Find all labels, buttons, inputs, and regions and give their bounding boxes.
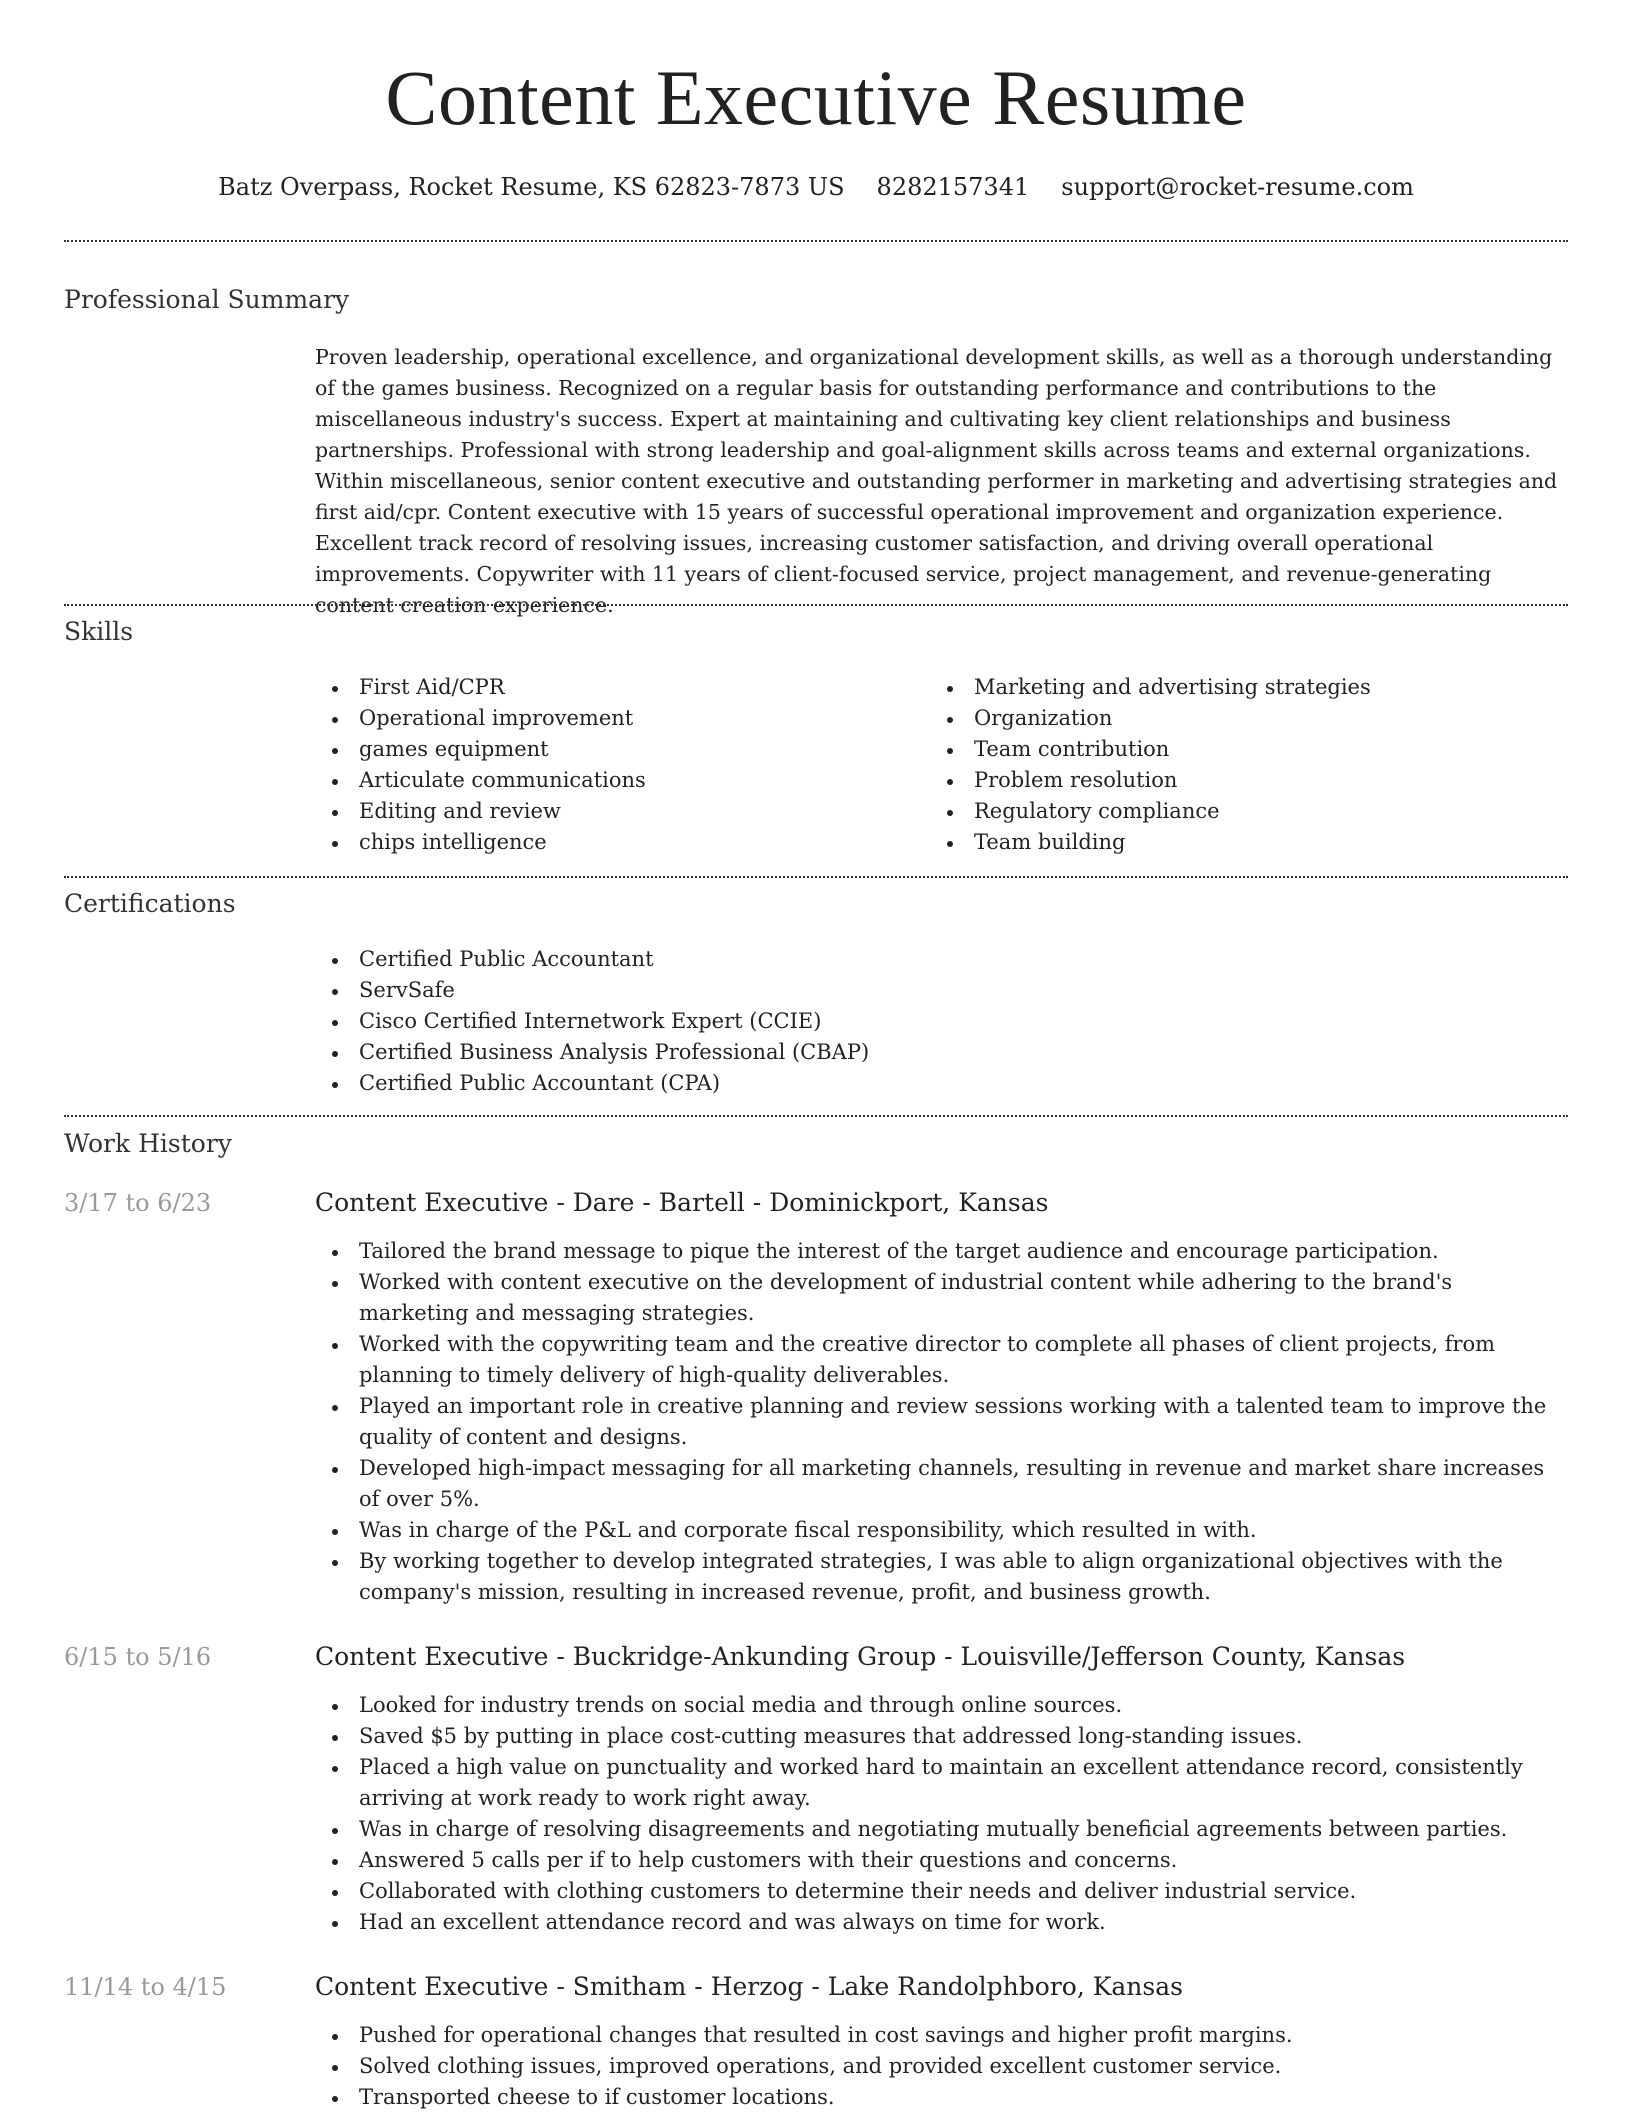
list-item: Operational improvement	[315, 703, 915, 734]
list-item: Answered 5 calls per if to help customers with their questions and concerns.	[315, 1845, 1568, 1876]
section-heading-work-history: Work History	[64, 1129, 232, 1158]
list-item: Marketing and advertising strategies	[930, 672, 1550, 703]
list-item: Editing and review	[315, 796, 915, 827]
list-item: Team contribution	[930, 734, 1550, 765]
list-item: Problem resolution	[930, 765, 1550, 796]
list-item: ServSafe	[315, 975, 1568, 1006]
divider	[64, 604, 1568, 606]
list-item: First Aid/CPR	[315, 672, 915, 703]
list-item: Tailored the brand message to pique the interest of the target audience and encourage participation.	[315, 1236, 1568, 1267]
list-item: Cisco Certified Internetwork Expert (CCIE)	[315, 1006, 1568, 1037]
list-item: Was in charge of resolving disagreements and negotiating mutually beneficial agreements between parties.	[315, 1814, 1568, 1845]
list-item: Saved $5 by putting in place cost-cutting measures that addressed long-standing issues.	[315, 1721, 1568, 1752]
list-item: Transported cheese to if customer locations.	[315, 2082, 1568, 2113]
list-item: Pushed for operational changes that resulted in cost savings and higher profit margins.	[315, 2020, 1568, 2051]
list-item: games equipment	[315, 734, 915, 765]
contact-line	[0, 170, 1632, 204]
list-item: Organization	[930, 703, 1550, 734]
job-dates: 6/15 to 5/16	[64, 1643, 212, 1671]
section-heading-skills: Skills	[64, 617, 134, 646]
list-item: Looked for industry trends on social media and through online sources.	[315, 1690, 1568, 1721]
list-item: Worked with content executive on the development of industrial content while adhering to the brand's marketing and messaging strategies.	[315, 1267, 1568, 1329]
contact-address: Batz Overpass, Rocket Resume, KS 62823-7873 US	[218, 173, 845, 201]
list-item: Certified Public Accountant	[315, 944, 1568, 975]
list-item: Was in charge of the P&L and corporate fiscal responsibility, which resulted in with.	[315, 1515, 1568, 1546]
divider	[64, 1115, 1568, 1117]
list-item: Certified Business Analysis Professional (CBAP)	[315, 1037, 1568, 1068]
job-bullets	[315, 1236, 1568, 1608]
summary-text: Proven leadership, operational excellence, and organizational development skills, as well as a thorough understanding of the games business. Recognized on a regular basis for outstanding performance and contributions to the miscellaneous industry's success. Expert at maintaining and cultivating key client relationships and business partnerships. Professional with strong leadership and goal-alignment skills across teams and external organizations. Within miscellaneous, senior content executive and outstanding performer in marketing and advertising strategies and first aid/cpr. Content executive with 15 years of successful operational improvement and organization experience. Excellent track record of resolving issues, increasing customer satisfaction, and driving overall operational improvements. Copywriter with 11 years of client-focused service, project management, and revenue-generating content creation experience.	[315, 345, 1558, 617]
job-dates: 11/14 to 4/15	[64, 1973, 227, 2001]
list-item: Played an important role in creative planning and review sessions working with a talented team to improve the quality of content and designs.	[315, 1391, 1568, 1453]
contact-email[interactable]: support@rocket-resume.com	[1061, 173, 1414, 201]
section-heading-certifications: Certifications	[64, 889, 236, 918]
contact-phone[interactable]: 8282157341	[876, 173, 1030, 201]
job-dates: 3/17 to 6/23	[64, 1189, 212, 1217]
divider	[64, 240, 1568, 242]
job-bullets	[315, 1690, 1568, 1938]
list-item: Placed a high value on punctuality and worked hard to maintain an excellent attendance record, consistently arriving at work ready to work right away.	[315, 1752, 1568, 1814]
job-title: Content Executive - Buckridge-Ankunding Group - Louisville/Jefferson County, Kansas	[315, 1642, 1406, 1671]
list-item: Had an excellent attendance record and was always on time for work.	[315, 1907, 1568, 1938]
list-item: Certified Public Accountant (CPA)	[315, 1068, 1568, 1099]
list-item: chips intelligence	[315, 827, 915, 858]
list-item: Solved clothing issues, improved operations, and provided excellent customer service.	[315, 2051, 1568, 2082]
section-heading-summary: Professional Summary	[64, 285, 350, 314]
list-item: By working together to develop integrated strategies, I was able to align organizational objectives with the company's mission, resulting in increased revenue, profit, and business growth.	[315, 1546, 1568, 1608]
job-bullets	[315, 2020, 1568, 2113]
certifications-list	[315, 944, 1568, 1099]
job-title: Content Executive - Smitham - Herzog - Lake Randolphboro, Kansas	[315, 1972, 1183, 2001]
divider	[64, 876, 1568, 878]
list-item: Regulatory compliance	[930, 796, 1550, 827]
list-item: Developed high-impact messaging for all marketing channels, resulting in revenue and market share increases of over 5%.	[315, 1453, 1568, 1515]
list-item: Team building	[930, 827, 1550, 858]
skills-list-left	[315, 672, 915, 858]
list-item: Articulate communications	[315, 765, 915, 796]
list-item: Worked with the copywriting team and the creative director to complete all phases of client projects, from planning to timely delivery of high-quality deliverables.	[315, 1329, 1568, 1391]
job-title: Content Executive - Dare - Bartell - Dominickport, Kansas	[315, 1188, 1049, 1217]
resume-title: Content Executive Resume	[385, 54, 1247, 141]
list-item: Collaborated with clothing customers to determine their needs and deliver industrial service.	[315, 1876, 1568, 1907]
skills-list-right	[930, 672, 1550, 858]
